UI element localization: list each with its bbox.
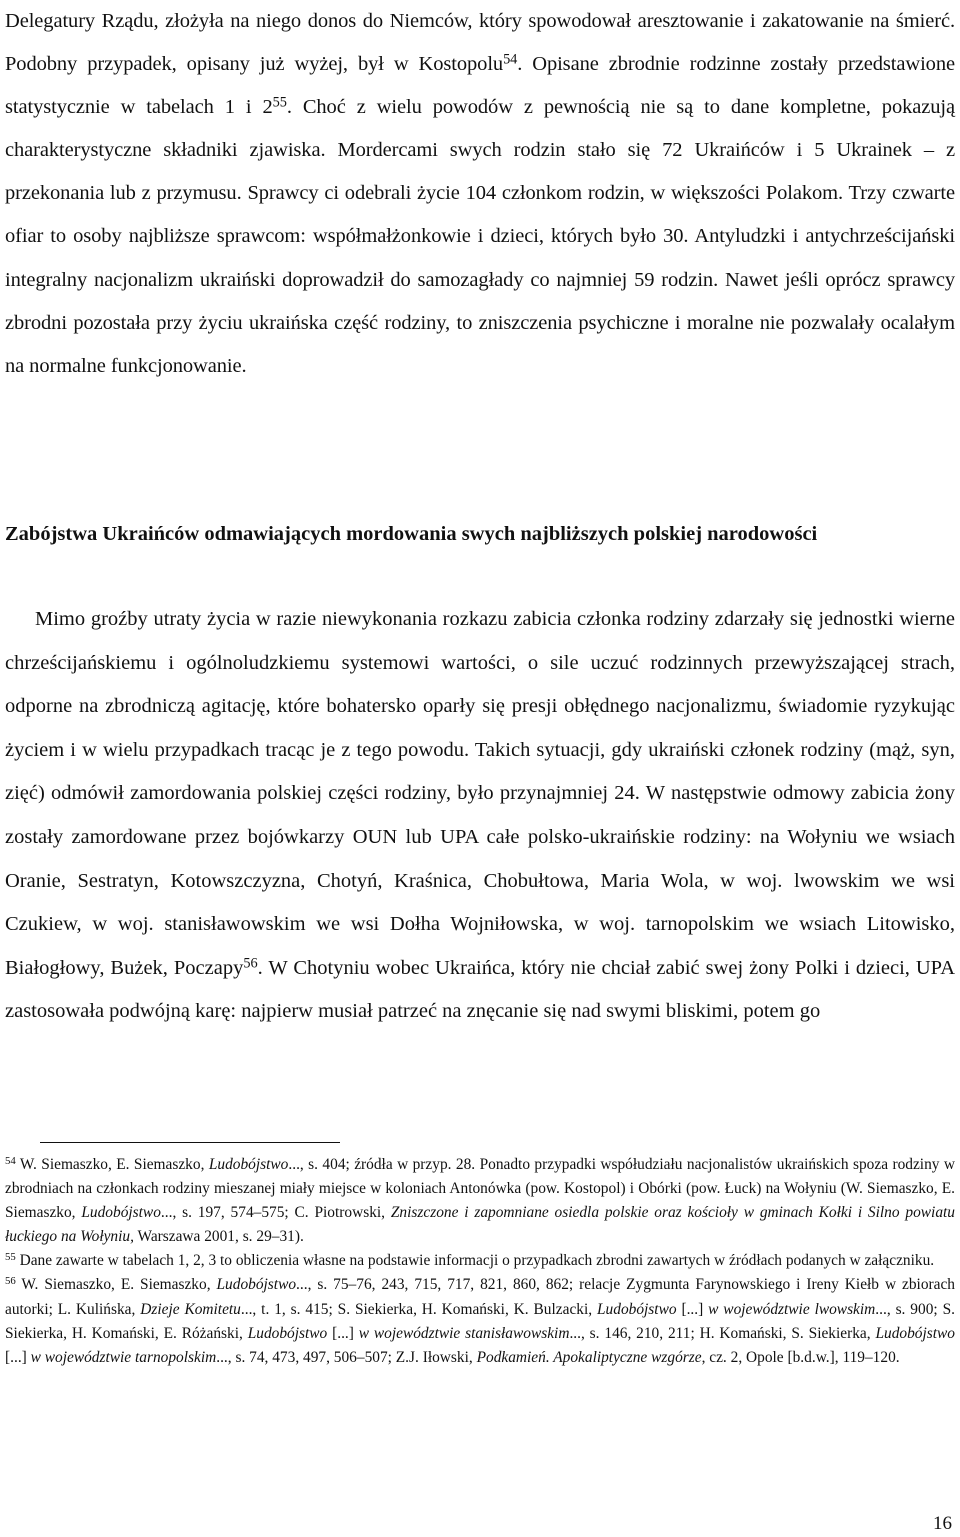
footnote-title: w województwie stanisławowskim	[358, 1324, 570, 1342]
body-paragraph-2	[5, 598, 955, 1034]
footnote-text: Warszawa 2001, s. 29–31).	[133, 1228, 304, 1246]
footnote-separator	[40, 1142, 340, 1143]
footnote-text: ..., s. 900; S. Siekierka, H. Komański, E. Różański,	[5, 1300, 955, 1342]
text-segment: . Choć z wielu powodów z pewnością nie są to dane kompletne, pokazują charakterystyczne składniki zjawiska. Mordercami swych rodzin stało się 72 Ukraińców i 5 Ukrainek – z przekonania lub z przymusu. Sprawcy ci odebrali życie 104 członkom rodzin, w większości Polakom. Trzy czwarte ofiar to osoby najbliższe sprawcom: współmałżonkowie i dzieci, których było 30. Antyludzki i antychrześcijański integralny nacjonalizm ukraiński doprowadził do samozagłady co najmniej 59 rodzin. Nawet jeśli oprócz sprawcy zbrodni pozostała przy życiu ukraińska część rodziny, to zniszczenia psychiczne i moralne nie pozwalały ocalałym na normalne funkcjonowanie.	[5, 96, 955, 377]
footnote-text: ..., s. 404; źródła w przyp. 28. Ponadto przypadki współudziału nacjonalistów ukraińskich spoza rodziny w zbrodniach na członkach rodziny mieszanej miały miejsce w koloniach Antonówka (pow. Kostopol) i Obórki (pow. Łuck) na Wołyniu (W. Siemaszko, E. Siemaszko,	[5, 1156, 955, 1222]
footnote-title: Ludobójstwo	[875, 1324, 956, 1342]
footnote-text: W. Siemaszko, E. Siemaszko,	[15, 1156, 209, 1173]
footnote-text: ..., s. 75–76, 243, 715, 717, 821, 860, 862; relacje Zygmunta Farynowskiego i Ireny Kiełb w zbiorach autorki; L. Kulińska,	[5, 1276, 955, 1318]
text-segment: Delegatury Rządu, złożyła na niego donos do Niemców, który spowodował aresztowanie i zakatowanie na śmierć. Podobny przypadek, opisany już wyżej, był w Kostopolu	[5, 10, 955, 76]
footnote-text: W. Siemaszko, E. Siemaszko,	[15, 1276, 217, 1294]
footnote-text: ..., s. 146, 210, 211; H. Komański, S. Siekierka,	[569, 1324, 876, 1342]
page-number: 16	[933, 1513, 952, 1534]
footnote-text: Dane zawarte w tabelach 1, 2, 3 to obliczenia własne na podstawie informacji o przypadkach zbrodni zawartych w źródłach podanych w załączniku.	[15, 1252, 935, 1270]
footnote-56	[5, 1273, 955, 1369]
text-segment: Mimo groźby utraty życia w razie niewykonania rozkazu zabicia członka rodziny zdarzały się jednostki wierne chrześcijańskiemu i ogólnoludzkiemu systemowi wartości, o sile uczuć rodzinnych przewyższającej strach, odporne na zbrodniczą agitację, które bohatersko oparły się presji obłędnego nacjonalizmu, świadomie ryzykując życiem i w wielu przypadkach tracąc je z tego powodu. Takich sytuacji, gdy ukraiński członek rodziny (mąż, syn, zięć) odmówił zamordowania polskiej części rodziny, było przynajmniej 24. W następstwie odmowy zabicia żony zostały zamordowane przez bojówkarzy OUN lub UPA całe polsko-ukraińskie rodziny: na Wołyniu we wsiach Oranie, Sestratyn, Kotowszczyzna, Chotyń, Kraśnica, Chobułtowa, Maria Wola, w woj. lwowskim we wsi Czukiew, w woj. stanisławowskim we wsi Dołha Wojniłowska, w woj. tarnopolskim we wsiach Litowisko, Białogłowy, Bużek, Poczapy	[5, 608, 955, 979]
footnote-number: 55	[5, 1251, 16, 1264]
footnotes	[5, 1153, 955, 1370]
footnote-ref-55[interactable]: 55	[272, 94, 287, 111]
footnote-title: w województwie lwowskim	[708, 1300, 876, 1318]
footnote-title: Ludobójstwo	[208, 1156, 289, 1173]
footnote-ref-54[interactable]: 54	[503, 51, 518, 68]
footnote-text: [...]	[327, 1324, 359, 1342]
footnote-text: ..., s. 74, 473, 497, 506–507; Z.J. Iłowski,	[216, 1348, 477, 1366]
footnote-title: Podkamień. Apokaliptyczne wzgórze	[476, 1348, 702, 1366]
footnote-title: Zniszczone i zapomniane osiedla polskie oraz kościoły w gminach Kołki i Silno powiatu łuckiego na Wołyniu,	[5, 1204, 955, 1246]
text-segment: . Opisane zbrodnie rodzinne zostały przedstawione statystycznie w tabelach 1 i 2	[5, 53, 955, 119]
footnote-55	[5, 1249, 955, 1273]
footnote-title: Dzieje Komitetu	[140, 1300, 241, 1318]
footnote-text: [...]	[676, 1300, 709, 1318]
footnote-54	[5, 1153, 955, 1249]
footnote-title: Ludobójstwo	[216, 1276, 297, 1294]
footnote-number: 56	[5, 1275, 16, 1288]
footnote-title: w województwie tarnopolskim	[30, 1348, 217, 1366]
footnote-text: ..., t. 1, s. 415; S. Siekierka, H. Komański, K. Bulzacki,	[240, 1300, 597, 1318]
footnote-text: ..., s. 197, 574–575; C. Piotrowski,	[160, 1204, 391, 1222]
text-segment: . W Chotyniu wobec Ukraińca, który nie chciał zabić swej żony Polki i dzieci, UPA zastosowała podwójną karę: najpierw musiał patrzeć na znęcanie się nad swymi bliskimi, potem go	[5, 956, 955, 1023]
footnote-ref-56[interactable]: 56	[243, 955, 258, 972]
footnote-title: Ludobójstwo	[81, 1204, 161, 1222]
footnote-title: Ludobójstwo	[597, 1300, 677, 1318]
footnote-text: [...]	[5, 1348, 31, 1366]
footnote-title: Ludobójstwo	[247, 1324, 328, 1342]
section-heading: Zabójstwa Ukraińców odmawiających mordowania swych najbliższych polskiej narodowości	[5, 523, 818, 545]
footnote-text: , cz. 2, Opole [b.d.w.], 119–120.	[701, 1348, 900, 1366]
footnote-number: 54	[5, 1155, 16, 1168]
body-paragraph-1	[5, 0, 955, 388]
